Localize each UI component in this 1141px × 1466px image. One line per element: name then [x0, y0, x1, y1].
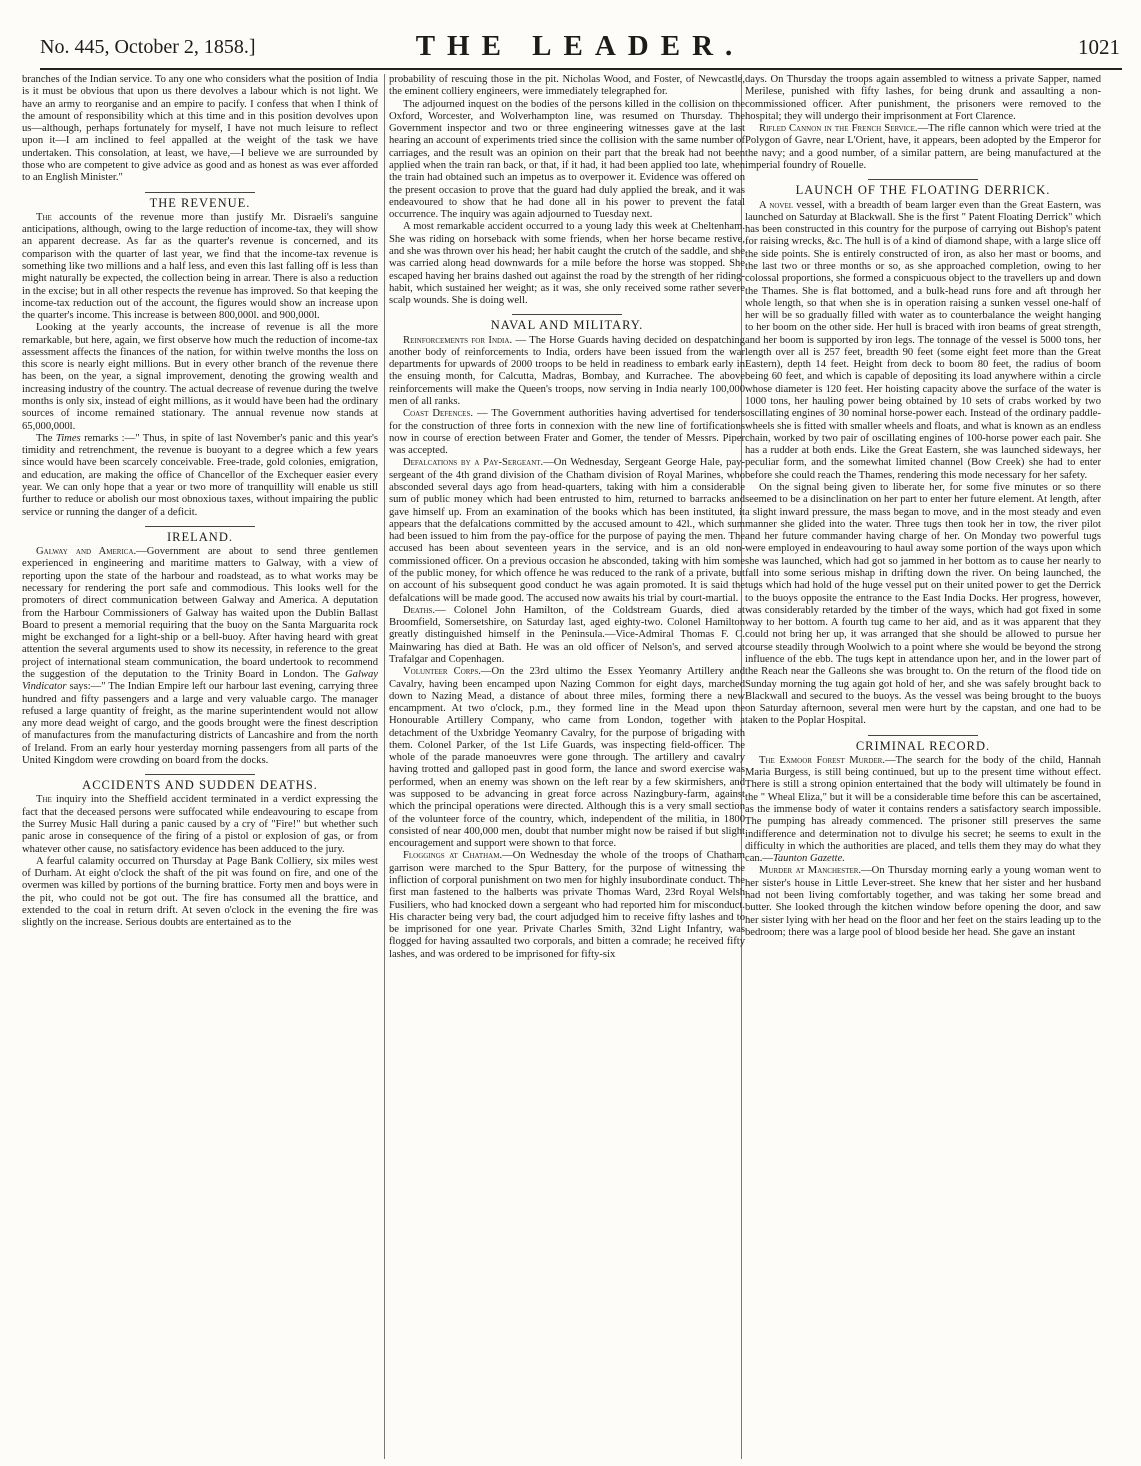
- lead-in: Floggings at Chatham.: [403, 850, 503, 862]
- paragraph: probability of rescuing those in the pit. Nicholas Wood, and Foster, of Newcastle, the eminent colliery engineers, were immediately telegraphed for.: [389, 74, 745, 98]
- lead-in: The Exmoor Forest Murder.: [759, 754, 885, 766]
- paragraph: The inquiry into the Sheffield accident terminated in a verdict expressing the fact that the deceased persons were suffocated while endeavouring to escape from the Surrey Music Hall during a panic caused by a cry of "Fire!" but whether such panic arose in consequence of the firing of a pistol or explosion of gas, or from whatever other cause, no satisfactory evidence has been adduced to the jury.: [22, 794, 378, 855]
- section-rule: [145, 192, 255, 193]
- section-rule: [145, 774, 255, 775]
- masthead: [40, 30, 1120, 66]
- issue-date: No. 445, October 2, 1858.]: [40, 36, 256, 58]
- paragraph: The adjourned inquest on the bodies of the persons killed in the collision on the Oxford, Worcester, and Wolverhampton line, was resumed on Thursday. The Government inspector and two or three engineering witnesses gave at the last hearing an account of experiments tried since the collision with the same number of carriages, and the result was an opinion on their part that the break had not been applied when the train ran back, or that, if it had, it had been applied too late, when the train had obtained such an impetus as to overpower it. Evidence was offered on the present occasion to prove that the guard had duly applied the break, and it was endeavoured to show that he had done all in his power to prevent the fatal occurrence. The inquiry was again adjourned to Tuesday next.: [389, 98, 745, 221]
- column-3: [745, 74, 1101, 1454]
- paragraph: The Exmoor Forest Murder.—The search for the body of the child, Hannah Maria Burgess, is still being continued, but up to the present time without effect. There is still a strong opinion entertained that the body will ultimately be found in the " Wheal Eliza," but it will be a considerable time before this can be ascertained, as the immense body of water it contains renders a satisfactory search impossible. The pumping has already commenced. The prisoner still preserves the same indifference and determination not to divulge his secret; he seems to exult in the difficulty in which the authorities are placed, and tells them they may do what they can.—Taunton Gazette.: [745, 754, 1101, 865]
- paragraph: branches of the Indian service. To any one who considers what the position of India is it must be obvious that upon us there devolves a labour which is not light. We have an army to reorganise and an empire to pacify. I confess that when I think of the amount of responsibility which at this time and in this position devolves upon us—although, perhaps fortunately for myself, I have not much leisure to reflect upon it—I am inclined to feel appalled at the weight of the task we have undertaken. This consolation, at least, we have,—I believe we are surrounded by those who are competent to give advice as good and as honest as was ever afforded to an English Minister.": [22, 74, 378, 184]
- section-heading-ireland: IRELAND.: [167, 529, 233, 544]
- paragraph: Deaths.— Colonel John Hamilton, of the Coldstream Guards, died at Broomfield, Somersetshire, on Saturday last, aged eighty-two. Colonel Hamilton greatly distinguished himself in the Peninsula.—Vice-Admiral Thomas F. C. Mainwaring has died at Bath. He was an old officer of Nelson's, and served at Trafalgar and Copenhagen.: [389, 604, 745, 665]
- paragraph: Volunteer Corps.—On the 23rd ultimo the Essex Yeomanry Artillery and Cavalry, having been encamped upon Nazing Common for eight days, marched down to Nazing Mead, a distance of about three miles, forming there a new encampment. At two o'clock, p.m., they formed line in the Mead upon the Honourable Artillery Company, who came from London, together with a detachment of the Uxbridge Yeomanry Cavalry, for the purpose of brigading with them. Colonel Parker, of the 1st Life Guards, was inspecting field-officer. The whole of the parade manoeuvres were gone through. The artillery and cavalry having trotted and galloped past in good form, the lance and sword exercise was performed, when an enemy was shown on the left rear by a few skirmishers, and was supposed to be advancing in great force across Nazingbury-farm, against which the principal operations were directed. Although this is a very small section of the volunteer force of the country, which, independent of the militia, in 1800 consisted of near 400,000 men, doubt that number might now be raised if but slight encouragement and support were shown to that force.: [389, 666, 745, 850]
- paragraph: A most remarkable accident occurred to a young lady this week at Cheltenham. She was riding on horseback with some friends, when her horse became restive, and she was thrown over his head; her habit caught the crutch of the saddle, and she was carried along head downwards for a mile before the horse was stopped. She escaped having her brains dashed out against the road by the strength of her riding-habit, which sustained her weight; as it was, she only received some rather severe scalp wounds. She is doing well.: [389, 221, 745, 307]
- paragraph: Rifled Cannon in the French Service.—The rifle cannon which were tried at the Polygon of Gavre, near L'Orient, have, it appears, been adopted by the Emperor for the navy; and a good number, of a similar pattern, are being manufactured at the imperial foundry of Rouelle.: [745, 123, 1101, 171]
- paragraph: Coast Defences. — The Government authorities having advertised for tenders for the construction of three forts in connexion with the new line of fortifications now in course of erection between Frater and Gomer, the tender of Messrs. Piper was accepted.: [389, 408, 745, 457]
- paragraph: A novel vessel, with a breadth of beam larger even than the Great Eastern, was launched on Saturday at Blackwall. She is the first " Patent Floating Derrick" which has been constructed in this country for the purpose of carrying out Bishop's patent for raising wrecks, &c. The hull is of a kind of diamond shape, with a large slice off the side points. She is entirely constructed of iron, as also her mast or booms, and the last two or three months or so, as she approached completion, owing to her colossal proportions, she formed a conspicuous object to the travellers up and down the Thames. She is flat bottomed, and a bulk-head runs fore and aft through her whole length, so that when she is in operation raising a sunken vessel one-half of her will be so gradually filled with water as to counterbalance the weight hanging to her boom on the other side. Her hull is braced with iron beams of great strength, and her boom is supported by iron legs. The tonnage of the vessel is 5000 tons, her length over all is 257 feet, breadth 90 feet (some eight feet more than the Great Eastern), depth 14 feet. Height from deck to boom 80 feet, the radius of boom being 60 feet, and which is capable of depositing its load anywhere within a circle whose diameter is 120 feet. Her hoisting capacity above the surface of the water is 1000 tons, her hauling power being obtained by 10 sets of crabs worked by two oscillating engines of 30 nominal horse-power each. Instead of the ordinary paddle-wheels she is fitted with smaller wheels and floats, and what is known as an endless chain, worked by two pair of oscillating engines of 100-horse power each pair. She has a rudder at both ends. Like the Great Eastern, she was launched sideways, her peculiar form, and the somewhat limited channel (Bow Creek) she had to enter before she could reach the Thames, rendering this mode necessary for her safety.: [745, 199, 1101, 481]
- lead-in: Galway and America.: [36, 546, 137, 558]
- column-divider: [384, 74, 385, 1459]
- publication-name: Galway Vindicator: [22, 668, 378, 693]
- section-rule: [512, 314, 622, 315]
- lead-in: Volunteer Corps.: [403, 666, 481, 678]
- section-heading-criminal: CRIMINAL RECORD.: [855, 738, 991, 753]
- lead-in: Murder at Manchester.: [759, 865, 862, 877]
- paragraph: Murder at Manchester.—On Thursday morning early a young woman went to her sister's house in Little Lever-street. She knew that her sister and her husband had not been living comfortably together, and was taking her some bread and butter. She looked through the kitchen window before opening the door, and saw her sister lying with her head on the floor and her feet on the stairs leading up to the bedroom; there was a large pool of blood beside her head. She gave an instant: [745, 865, 1101, 938]
- paragraph: Galway and America.—Government are about to send three gentlemen experienced in engineering and maritime matters to Galway, with a view of reporting upon the state of the harbour and roadstead, as to what works may be necessary for rendering the port safe and commodious. This looks well for the promoters of direct communication between Galway and America. A deputation from the Harbour Commissioners of Galway has waited upon the Dublin Ballast Board to present a memorial requiring that the buoy on the Santa Marguarita rock might be exchanged for a light-ship or a bell-buoy. After having heard with great attention the several arguments used to show its necessity, in reference to the great project of international steam communication, the board undertook to recommend the suggestion of the deputation to the Trinity Board in London. The Galway Vindicator says:—" The Indian Empire left our harbour last evening, carrying three hundred and fifty passengers and a large and very valuable cargo. The manager refused a large quantity of freight, as the marine superintendent would not allow any more dead weight of cargo, and the goods brought were the finest description of manufactures from the manufacturing districts of Lancashire and from the north of Ireland. From an early hour yesterday morning passengers from all parts of the United Kingdom were crowding on board from the docks.: [22, 546, 378, 766]
- paragraph: Floggings at Chatham.—On Wednesday the whole of the troops of Chatham garrison were marched to the Spur Battery, for the purpose of witnessing the infliction of corporal punishment on two men for highly insubordinate conduct. The first man fastened to the halberts was private Thomas Ward, 23rd Royal Welsh Fusiliers, who had knocked down a sergeant who had reported him for misconduct. His character being very bad, the court adjudged him to receive fifty lashes and to be imprisoned for one year. Private Charles Smith, 32nd Light Infantry, was flogged for having assaulted two corporals, and bitten a comrade; he received fifty lashes, and was ordered to be imprisoned for fifty-six: [389, 850, 745, 960]
- lead-in: Deaths.: [403, 604, 436, 616]
- page-number: 1021: [1078, 35, 1120, 59]
- lead-in: Defalcations by a Pay-Sergeant.: [403, 457, 544, 469]
- section-heading-accidents: ACCIDENTS AND SUDDEN DEATHS.: [82, 778, 318, 793]
- paragraph: days. On Thursday the troops again assembled to witness a private Sapper, named Merilese, punished with fifty lashes, for being drunk and assaulting a non-commissioned officer. After punishment, the prisoners were removed to the hospital; they will undergo their imprisonment at Fort Clarence.: [745, 74, 1101, 122]
- section-heading-naval: NAVAL AND MILITARY.: [490, 318, 644, 333]
- section-rule: [868, 735, 978, 736]
- paragraph: Looking at the yearly accounts, the increase of revenue is all the more remarkable, but here, again, we first observe how much the reduction of income-tax assessment affects the finances of the nation, for within twelve months the loss on this score is nearly eight millions. But in every other branch of the revenue there has been, on the year, a signal improvement, denoting the growing wealth and increasing industry of the country. The actual decrease of revenue during the twelve months is only six, instead of eight millions, as it would have been had the ordinary sources of income remained stationary. The annual revenue now stands at 65,000,000l.: [22, 322, 378, 432]
- section-rule: [145, 526, 255, 527]
- paragraph: On the signal being given to liberate her, for some five minutes or so there seemed to be a disinclination on her part to enter her future element. At length, after a slight inward pressure, the mass began to move, and in the most steady and even manner she glided into the water. Three tugs then took her in tow, the river pilot and her future commander having charge of her. On Monday two powerful tugs were employed in endeavouring to haul away some portion of the ways upon which she was launched, which had got so jammed in her bottom as to cause her nearly to fall into some serious mishap in drifting down the river. On being launched, the tugs which had hold of the huge vessel put on their united power to get the Derrick to the buoys opposite the entrance to the East India Docks. Her progress, however, was considerably retarded by the timber of the ways, which had got fixed in some way to her bottom. A fourth tug came to her aid, and as it was apparent that they could not bring her up, it was arranged that she should be allowed to pursue her course steadily through Woolwich to a point where she would be beyond the strong influence of the ebb. The tugs kept in attendance upon her, and in the lower part of the Reach near the Galleons she was brought to. On the return of the flood tide on Sunday morning the tug again got hold of her, and she was safely brought back to Blackwall and secured to the buoys. As the vessel was being brought to the buoys on Saturday afternoon, several men were hurt by the capstan, and one had to be taken to the Poplar Hospital.: [745, 482, 1101, 727]
- lead-in: Reinforcements for India.: [403, 334, 513, 346]
- section-heading-revenue: THE REVENUE.: [149, 195, 251, 210]
- masthead-rule: [40, 68, 1122, 70]
- column-2: [389, 74, 745, 1454]
- source-credit: Taunton Gazette.: [772, 853, 845, 865]
- paragraph: A fearful calamity occurred on Thursday at Page Bank Colliery, six miles west of Durham. At eight o'clock the shaft of the pit was found on fire, and one of the overmen was killed by portions of the burning brattice. Forty men and boys were in the pit, who could not be got out. The fire has consumed all the brattice, and extended to the coal in return drift. At seven o'clock in the evening the fire was slightly on the increase. Serious doubts are entertained as to the: [22, 855, 378, 929]
- section-rule: [868, 179, 978, 180]
- lead-in: A novel: [759, 199, 794, 211]
- publication-name: Times: [55, 432, 81, 444]
- paragraph: Defalcations by a Pay-Sergeant.—On Wednesday, Sergeant George Hale, pay-sergeant of the 4th grand division of the Chatham division of Royal Marines, who absconded several days ago from head-quarters, taking with him a considerable sum of public money which had been entrusted to him, returned to barracks and gave himself up. From an examination of the books which has been instituted, it appears that the defalcations committed by the accused amount to 42l., which sum had been issued to him from the pay-office for the purpose of paying the men. The accused has been about seventeen years in the service, and is an old non-commissioned officer. On a previous occasion he absconded, taking with him some of the public money, for which offence he was reduced to the rank of a private, but on account of his subsequent good conduct he was again promoted. It is said the defalcations will be made good. The accused now awaits his trial by court-martial.: [389, 457, 745, 604]
- paragraph: The accounts of the revenue more than justify Mr. Disraeli's sanguine anticipations, although, owing to the large reduction of income-tax, they will show an apparent decrease. As far as the quarter's revenue is concerned, and its comparison with the quarter of last year, we find that the income-tax revenue is something like two millions and a half less, and even this last falling off is less than might naturally be expected, the collection being in arrear. There is also a reduction in the excise; but in all other respects the revenue has improved. So that keeping the income-tax reduction out of the account, the figures would show an increase upon the quarter's income. This increase is between 800,000l. and 900,000l.: [22, 211, 378, 322]
- paragraph: Reinforcements for India. — The Horse Guards having decided on despatching another body of reinforcements to India, orders have been issued from the war departments for upwards of 2000 troops to be held in readiness to embark early in the ensuing month, for Calcutta, Madras, Bombay, and Kurrachee. The above reinforcements will make the Queen's troops, now serving in India nearly 100,000 men of all ranks.: [389, 334, 745, 408]
- column-1: [22, 74, 378, 1454]
- lead-in: Coast Defences.: [403, 408, 473, 420]
- lead-in: Rifled Cannon in the French Service.: [759, 123, 918, 135]
- section-heading-launch: LAUNCH OF THE FLOATING DERRICK.: [795, 183, 1051, 198]
- lead-in: The: [36, 211, 52, 223]
- paragraph: The Times remarks :—" Thus, in spite of last November's panic and this year's timidity and retrenchment, the revenue is buoyant to a degree which a few years since would have been scarcely conceivable. Free-trade, gold colonies, emigration, and education, are making the office of Chancellor of the Exchequer easier every year. We can only hope that a year or two more of tranquillity will enable us still further to reduce or abolish our most obnoxious taxes, without impairing the public service or running the danger of a deficit.: [22, 432, 378, 518]
- lead-in: The: [36, 794, 52, 806]
- newspaper-title: THE LEADER.: [415, 30, 745, 62]
